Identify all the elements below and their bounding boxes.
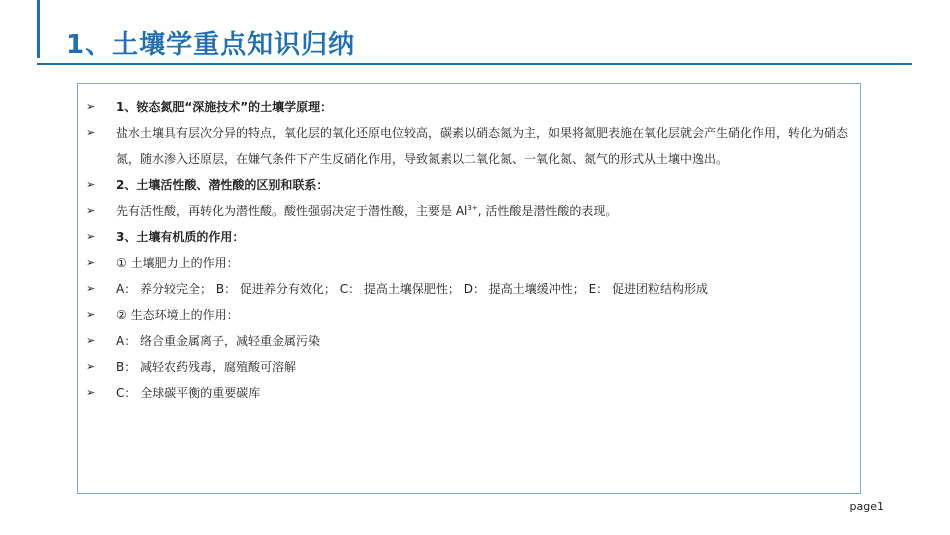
list-item — [86, 302, 854, 328]
list-item — [86, 94, 854, 120]
list-item-text-before: 先有活性酸，再转化为潜性酸。酸性强弱决定于潜性酸，主要是 Al — [116, 204, 468, 218]
arrow-bullet-icon: ➢ — [86, 100, 96, 113]
list-item-text: ① 土壤肥力上的作用： — [116, 256, 239, 270]
arrow-bullet-icon: ➢ — [86, 334, 96, 347]
title-accent-bar — [37, 0, 40, 58]
page-title: 1、土壤学重点知识归纳 — [66, 30, 356, 60]
list-item — [86, 198, 854, 224]
title-divider — [37, 63, 912, 65]
list-item-text: 1、铵态氮肥“深施技术”的土壤学原理： — [116, 100, 333, 114]
list-item-text: 3、土壤有机质的作用： — [116, 230, 245, 244]
list-item-text: 2、土壤活性酸、潜性酸的区别和联系： — [116, 178, 329, 192]
list-item — [86, 224, 854, 250]
list-item — [86, 120, 854, 172]
arrow-bullet-icon: ➢ — [86, 282, 96, 295]
arrow-bullet-icon: ➢ — [86, 204, 96, 217]
list-item-text: B： 减轻农药残毒，腐殖酸可溶解 — [116, 360, 297, 374]
list-item — [86, 328, 854, 354]
arrow-bullet-icon: ➢ — [86, 308, 96, 321]
list-item-text: C： 全球碳平衡的重要碳库 — [116, 386, 261, 400]
list-item — [86, 276, 854, 302]
arrow-bullet-icon: ➢ — [86, 256, 96, 269]
arrow-bullet-icon: ➢ — [86, 126, 96, 139]
list-item-text: ② 生态环境上的作用： — [116, 308, 239, 322]
superscript-charge: 3+ — [467, 204, 478, 212]
list-item — [86, 380, 854, 406]
bullet-list — [86, 94, 854, 406]
arrow-bullet-icon: ➢ — [86, 230, 96, 243]
list-item — [86, 250, 854, 276]
list-item — [86, 172, 854, 198]
list-item-text-after: , 活性酸是潜性酸的表现。 — [477, 204, 618, 218]
page-number: page1 — [849, 500, 884, 513]
content-box — [77, 83, 861, 494]
list-item-text: A： 络合重金属离子，减轻重金属污染 — [116, 334, 321, 348]
arrow-bullet-icon: ➢ — [86, 178, 96, 191]
arrow-bullet-icon: ➢ — [86, 360, 96, 373]
list-item-text: 盐水土壤具有层次分异的特点，氧化层的氧化还原电位较高，碳素以硝态氮为主，如果将氮肥表施在氧化层就会产生硝化作用，转化为硝态氮，随水渗入还原层，在嫌气条件下产生反硝化作用，导致氮素以二氧化氮、一氧化氮、氮气的形式从土壤中逸出。 — [116, 126, 849, 166]
list-item — [86, 354, 854, 380]
list-item-text: A： 养分较完全； B： 促进养分有效化； C： 提高土壤保肥性； D： 提高土壤缓冲性； E： 促进团粒结构形成 — [116, 282, 708, 296]
arrow-bullet-icon: ➢ — [86, 386, 96, 399]
